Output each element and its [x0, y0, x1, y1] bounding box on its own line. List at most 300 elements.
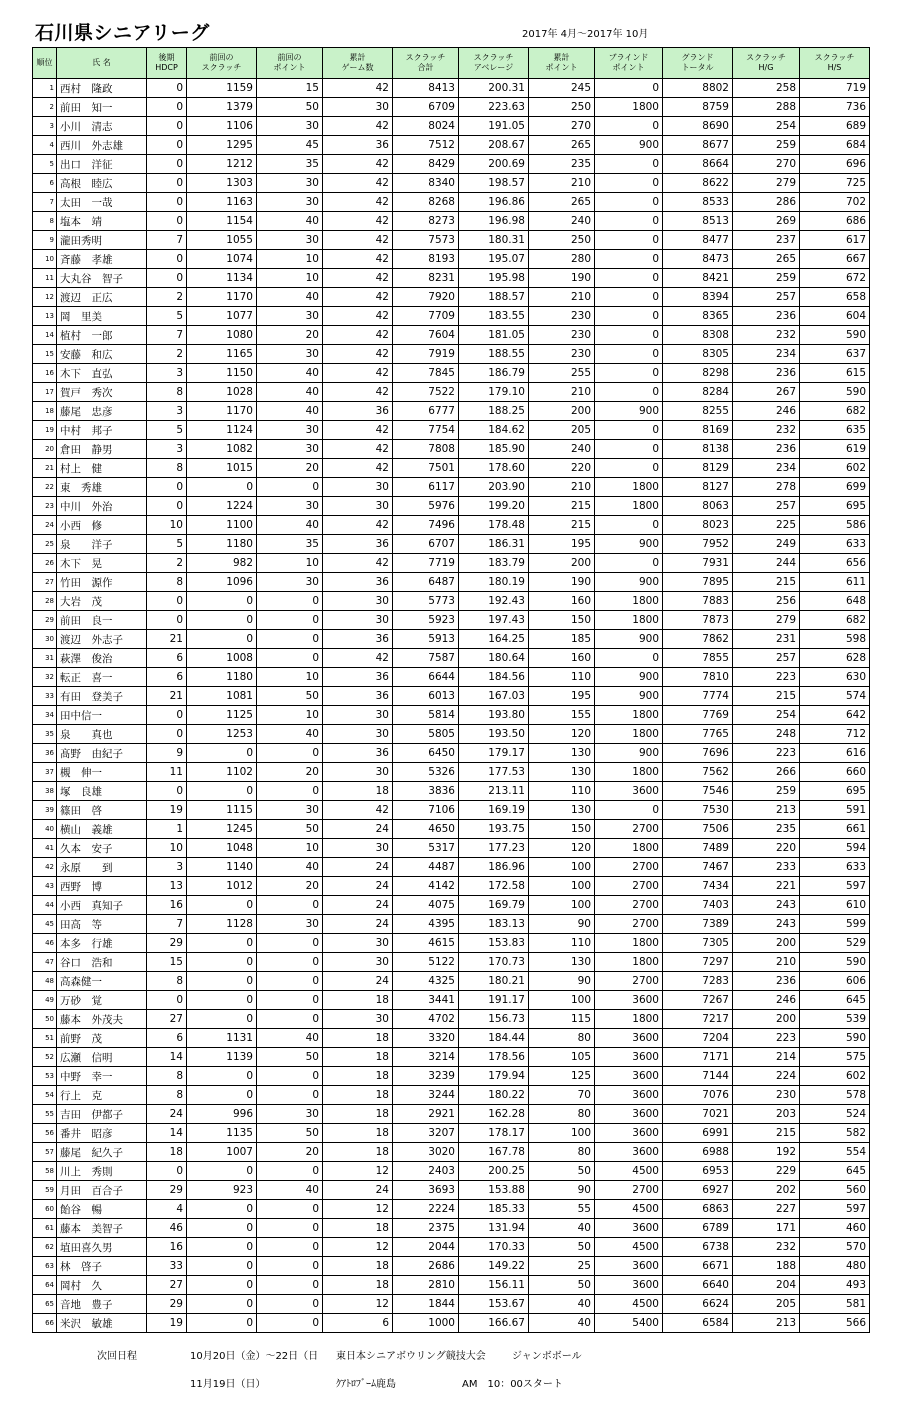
cell-name: 泉 真也 — [57, 725, 147, 744]
cell-total-points: 55 — [529, 1200, 595, 1219]
cell-prev-scratch: 0 — [187, 991, 257, 1010]
cell-prev-scratch: 1180 — [187, 535, 257, 554]
cell-grand-total: 8169 — [663, 421, 733, 440]
cell-grand-total: 8138 — [663, 440, 733, 459]
cell-blind-points: 2700 — [595, 972, 663, 991]
cell-rank: 29 — [33, 611, 57, 630]
cell-scratch-average: 178.56 — [459, 1048, 529, 1067]
cell-games: 42 — [323, 269, 393, 288]
cell-games: 42 — [323, 326, 393, 345]
cell-prev-scratch: 1163 — [187, 193, 257, 212]
cell-hdcp: 8 — [147, 1086, 187, 1105]
cell-hdcp: 21 — [147, 630, 187, 649]
table-row — [33, 421, 870, 440]
cell-grand-total: 7267 — [663, 991, 733, 1010]
cell-prev-scratch: 0 — [187, 1314, 257, 1333]
cell-name: 藤本 美智子 — [57, 1219, 147, 1238]
cell-grand-total: 7305 — [663, 934, 733, 953]
cell-rank: 21 — [33, 459, 57, 478]
cell-high-series: 590 — [800, 326, 870, 345]
cell-hdcp: 8 — [147, 1067, 187, 1086]
cell-high-game: 256 — [733, 592, 800, 611]
cell-total-points: 210 — [529, 383, 595, 402]
cell-hdcp: 16 — [147, 1238, 187, 1257]
cell-grand-total: 7855 — [663, 649, 733, 668]
table-row — [33, 79, 870, 98]
cell-scratch-average: 178.60 — [459, 459, 529, 478]
cell-prev-scratch: 0 — [187, 1276, 257, 1295]
cell-rank: 44 — [33, 896, 57, 915]
cell-rank: 61 — [33, 1219, 57, 1238]
cell-grand-total: 8802 — [663, 79, 733, 98]
cell-prev-points: 35 — [257, 535, 323, 554]
cell-prev-points: 50 — [257, 1048, 323, 1067]
cell-scratch-total: 4487 — [393, 858, 459, 877]
cell-high-series: 590 — [800, 1029, 870, 1048]
cell-blind-points: 0 — [595, 155, 663, 174]
cell-prev-scratch: 0 — [187, 782, 257, 801]
cell-prev-scratch: 0 — [187, 478, 257, 497]
cell-scratch-average: 188.55 — [459, 345, 529, 364]
cell-scratch-average: 192.43 — [459, 592, 529, 611]
cell-games: 36 — [323, 687, 393, 706]
cell-games: 18 — [323, 1067, 393, 1086]
cell-blind-points: 3600 — [595, 1219, 663, 1238]
cell-rank: 62 — [33, 1238, 57, 1257]
cell-scratch-average: 200.31 — [459, 79, 529, 98]
cell-name: 大丸谷 智子 — [57, 269, 147, 288]
cell-high-game: 236 — [733, 307, 800, 326]
cell-grand-total: 7774 — [663, 687, 733, 706]
cell-grand-total: 8298 — [663, 364, 733, 383]
cell-prev-scratch: 1008 — [187, 649, 257, 668]
cell-prev-points: 0 — [257, 1067, 323, 1086]
cell-prev-points: 0 — [257, 1314, 323, 1333]
cell-name: 吉田 伊都子 — [57, 1105, 147, 1124]
cell-rank: 63 — [33, 1257, 57, 1276]
cell-games: 18 — [323, 1029, 393, 1048]
cell-grand-total: 6953 — [663, 1162, 733, 1181]
cell-hdcp: 3 — [147, 402, 187, 421]
cell-scratch-average: 169.79 — [459, 896, 529, 915]
cell-total-points: 110 — [529, 782, 595, 801]
cell-scratch-average: 183.13 — [459, 915, 529, 934]
cell-total-points: 150 — [529, 611, 595, 630]
cell-high-game: 246 — [733, 991, 800, 1010]
cell-total-points: 195 — [529, 687, 595, 706]
cell-rank: 26 — [33, 554, 57, 573]
cell-rank: 4 — [33, 136, 57, 155]
table-row — [33, 155, 870, 174]
cell-name: 大岩 茂 — [57, 592, 147, 611]
cell-prev-scratch: 1081 — [187, 687, 257, 706]
cell-blind-points: 0 — [595, 516, 663, 535]
cell-rank: 38 — [33, 782, 57, 801]
cell-rank: 17 — [33, 383, 57, 402]
cell-hdcp: 0 — [147, 98, 187, 117]
cell-prev-points: 0 — [257, 630, 323, 649]
cell-grand-total: 8622 — [663, 174, 733, 193]
cell-high-game: 230 — [733, 1086, 800, 1105]
cell-hdcp: 10 — [147, 516, 187, 535]
table-row — [33, 1086, 870, 1105]
cell-scratch-total: 6487 — [393, 573, 459, 592]
cell-name: 田高 等 — [57, 915, 147, 934]
table-row — [33, 630, 870, 649]
cell-name: 藤尾 紀久子 — [57, 1143, 147, 1162]
cell-games: 42 — [323, 364, 393, 383]
cell-high-game: 243 — [733, 915, 800, 934]
cell-name: 本多 行雄 — [57, 934, 147, 953]
cell-high-series: 597 — [800, 1200, 870, 1219]
table-row — [33, 573, 870, 592]
cell-high-series: 460 — [800, 1219, 870, 1238]
table-row — [33, 459, 870, 478]
cell-high-game: 243 — [733, 896, 800, 915]
cell-prev-scratch: 1224 — [187, 497, 257, 516]
cell-blind-points: 0 — [595, 459, 663, 478]
cell-high-game: 246 — [733, 402, 800, 421]
cell-total-points: 210 — [529, 478, 595, 497]
cell-scratch-average: 179.17 — [459, 744, 529, 763]
cell-grand-total: 7467 — [663, 858, 733, 877]
cell-grand-total: 8421 — [663, 269, 733, 288]
cell-blind-points: 0 — [595, 649, 663, 668]
cell-scratch-average: 153.83 — [459, 934, 529, 953]
cell-blind-points: 1800 — [595, 839, 663, 858]
cell-grand-total: 7283 — [663, 972, 733, 991]
cell-scratch-total: 2044 — [393, 1238, 459, 1257]
cell-scratch-total: 8413 — [393, 79, 459, 98]
cell-prev-scratch: 1124 — [187, 421, 257, 440]
table-row — [33, 174, 870, 193]
cell-prev-scratch: 0 — [187, 934, 257, 953]
cell-rank: 5 — [33, 155, 57, 174]
cell-hdcp: 0 — [147, 478, 187, 497]
cell-name: 小西 修 — [57, 516, 147, 535]
cell-name: 音地 豊子 — [57, 1295, 147, 1314]
cell-grand-total: 6624 — [663, 1295, 733, 1314]
cell-games: 42 — [323, 516, 393, 535]
cell-scratch-average: 180.22 — [459, 1086, 529, 1105]
cell-high-series: 725 — [800, 174, 870, 193]
cell-prev-points: 35 — [257, 155, 323, 174]
cell-prev-points: 20 — [257, 326, 323, 345]
cell-name: 西野 博 — [57, 877, 147, 896]
cell-hdcp: 29 — [147, 1295, 187, 1314]
table-row — [33, 953, 870, 972]
cell-scratch-average: 198.57 — [459, 174, 529, 193]
cell-games: 36 — [323, 744, 393, 763]
cell-blind-points: 900 — [595, 535, 663, 554]
cell-scratch-total: 8024 — [393, 117, 459, 136]
cell-scratch-total: 3020 — [393, 1143, 459, 1162]
cell-prev-scratch: 1150 — [187, 364, 257, 383]
cell-hdcp: 0 — [147, 117, 187, 136]
table-row — [33, 98, 870, 117]
header-prev-points: 前回の ポイント — [257, 48, 323, 79]
cell-name: 万砂 覚 — [57, 991, 147, 1010]
cell-high-game: 188 — [733, 1257, 800, 1276]
cell-prev-points: 0 — [257, 896, 323, 915]
cell-total-points: 150 — [529, 820, 595, 839]
cell-hdcp: 0 — [147, 725, 187, 744]
cell-games: 42 — [323, 383, 393, 402]
cell-scratch-total: 6709 — [393, 98, 459, 117]
cell-rank: 10 — [33, 250, 57, 269]
cell-high-game: 232 — [733, 421, 800, 440]
cell-high-game: 227 — [733, 1200, 800, 1219]
cell-prev-points: 40 — [257, 1029, 323, 1048]
cell-rank: 41 — [33, 839, 57, 858]
cell-rank: 43 — [33, 877, 57, 896]
cell-games: 42 — [323, 117, 393, 136]
cell-rank: 57 — [33, 1143, 57, 1162]
cell-games: 18 — [323, 1276, 393, 1295]
cell-games: 24 — [323, 1181, 393, 1200]
cell-total-points: 230 — [529, 345, 595, 364]
cell-high-series: 628 — [800, 649, 870, 668]
cell-high-game: 257 — [733, 288, 800, 307]
cell-scratch-average: 177.23 — [459, 839, 529, 858]
table-row — [33, 649, 870, 668]
cell-high-series: 602 — [800, 459, 870, 478]
cell-prev-points: 10 — [257, 269, 323, 288]
cell-blind-points: 4500 — [595, 1200, 663, 1219]
cell-games: 18 — [323, 1219, 393, 1238]
cell-high-game: 244 — [733, 554, 800, 573]
cell-rank: 34 — [33, 706, 57, 725]
cell-name: 前野 茂 — [57, 1029, 147, 1048]
cell-name: 有田 登美子 — [57, 687, 147, 706]
cell-scratch-average: 156.11 — [459, 1276, 529, 1295]
cell-hdcp: 0 — [147, 193, 187, 212]
cell-total-points: 245 — [529, 79, 595, 98]
cell-grand-total: 6738 — [663, 1238, 733, 1257]
cell-total-points: 50 — [529, 1238, 595, 1257]
cell-total-points: 160 — [529, 592, 595, 611]
cell-scratch-total: 5923 — [393, 611, 459, 630]
cell-rank: 49 — [33, 991, 57, 1010]
table-row — [33, 1181, 870, 1200]
cell-total-points: 155 — [529, 706, 595, 725]
cell-grand-total: 7297 — [663, 953, 733, 972]
cell-name: 行上 克 — [57, 1086, 147, 1105]
cell-games: 42 — [323, 801, 393, 820]
cell-games: 42 — [323, 554, 393, 573]
cell-blind-points: 1800 — [595, 478, 663, 497]
cell-scratch-total: 4395 — [393, 915, 459, 934]
cell-grand-total: 8284 — [663, 383, 733, 402]
cell-high-series: 630 — [800, 668, 870, 687]
cell-name: 髙野 由紀子 — [57, 744, 147, 763]
cell-prev-scratch: 1082 — [187, 440, 257, 459]
cell-high-series: 493 — [800, 1276, 870, 1295]
cell-high-series: 696 — [800, 155, 870, 174]
cell-high-series: 658 — [800, 288, 870, 307]
page-title: 石川県シニアリーグ — [35, 22, 210, 44]
cell-games: 42 — [323, 155, 393, 174]
table-row — [33, 383, 870, 402]
cell-prev-points: 10 — [257, 668, 323, 687]
cell-scratch-total: 2921 — [393, 1105, 459, 1124]
cell-high-game: 200 — [733, 934, 800, 953]
table-row — [33, 307, 870, 326]
cell-blind-points: 900 — [595, 744, 663, 763]
cell-games: 30 — [323, 763, 393, 782]
cell-prev-points: 40 — [257, 383, 323, 402]
cell-blind-points: 1800 — [595, 592, 663, 611]
cell-name: 植村 一郎 — [57, 326, 147, 345]
next-schedule-date-1: 10月20日（金）～22日（日 — [190, 1351, 319, 1362]
cell-total-points: 130 — [529, 744, 595, 763]
cell-prev-scratch: 1048 — [187, 839, 257, 858]
cell-blind-points: 1800 — [595, 763, 663, 782]
cell-grand-total: 7765 — [663, 725, 733, 744]
cell-scratch-average: 153.67 — [459, 1295, 529, 1314]
cell-prev-scratch: 1379 — [187, 98, 257, 117]
cell-scratch-average: 196.98 — [459, 212, 529, 231]
table-row — [33, 1238, 870, 1257]
cell-grand-total: 7810 — [663, 668, 733, 687]
cell-prev-scratch: 1115 — [187, 801, 257, 820]
cell-scratch-average: 164.25 — [459, 630, 529, 649]
cell-high-series: 645 — [800, 1162, 870, 1181]
cell-high-game: 237 — [733, 231, 800, 250]
cell-games: 42 — [323, 193, 393, 212]
table-row — [33, 915, 870, 934]
cell-grand-total: 6927 — [663, 1181, 733, 1200]
cell-scratch-total: 8193 — [393, 250, 459, 269]
header-total-points: 累計 ポイント — [529, 48, 595, 79]
cell-games: 30 — [323, 725, 393, 744]
cell-rank: 60 — [33, 1200, 57, 1219]
cell-rank: 23 — [33, 497, 57, 516]
cell-scratch-average: 178.17 — [459, 1124, 529, 1143]
table-row — [33, 1010, 870, 1029]
cell-rank: 30 — [33, 630, 57, 649]
cell-games: 24 — [323, 915, 393, 934]
table-row — [33, 250, 870, 269]
cell-rank: 65 — [33, 1295, 57, 1314]
cell-name: 木下 晃 — [57, 554, 147, 573]
cell-blind-points: 4500 — [595, 1238, 663, 1257]
cell-games: 30 — [323, 592, 393, 611]
cell-total-points: 230 — [529, 326, 595, 345]
cell-prev-scratch: 0 — [187, 1295, 257, 1314]
cell-scratch-average: 183.79 — [459, 554, 529, 573]
cell-grand-total: 6988 — [663, 1143, 733, 1162]
cell-hdcp: 0 — [147, 592, 187, 611]
cell-blind-points: 1800 — [595, 98, 663, 117]
cell-grand-total: 7144 — [663, 1067, 733, 1086]
cell-high-series: 736 — [800, 98, 870, 117]
cell-prev-scratch: 1102 — [187, 763, 257, 782]
cell-scratch-total: 4702 — [393, 1010, 459, 1029]
cell-games: 18 — [323, 991, 393, 1010]
cell-blind-points: 2700 — [595, 915, 663, 934]
cell-prev-scratch: 0 — [187, 744, 257, 763]
cell-blind-points: 1800 — [595, 611, 663, 630]
cell-hdcp: 7 — [147, 231, 187, 250]
cell-prev-points: 50 — [257, 98, 323, 117]
cell-games: 12 — [323, 1238, 393, 1257]
cell-scratch-total: 7522 — [393, 383, 459, 402]
table-row — [33, 706, 870, 725]
table-row — [33, 1067, 870, 1086]
cell-name: 木下 直弘 — [57, 364, 147, 383]
cell-games: 6 — [323, 1314, 393, 1333]
cell-scratch-average: 200.25 — [459, 1162, 529, 1181]
cell-rank: 16 — [33, 364, 57, 383]
cell-hdcp: 3 — [147, 440, 187, 459]
cell-total-points: 70 — [529, 1086, 595, 1105]
cell-high-series: 590 — [800, 383, 870, 402]
cell-scratch-total: 3239 — [393, 1067, 459, 1086]
cell-name: 横山 義雄 — [57, 820, 147, 839]
cell-prev-points: 40 — [257, 364, 323, 383]
standings-table — [32, 47, 870, 1333]
cell-name: 西村 隆政 — [57, 79, 147, 98]
cell-prev-scratch: 0 — [187, 592, 257, 611]
cell-blind-points: 0 — [595, 193, 663, 212]
cell-scratch-total: 7512 — [393, 136, 459, 155]
cell-name: 斉藤 孝雄 — [57, 250, 147, 269]
cell-games: 42 — [323, 212, 393, 231]
cell-high-series: 599 — [800, 915, 870, 934]
cell-hdcp: 2 — [147, 288, 187, 307]
cell-prev-scratch: 0 — [187, 896, 257, 915]
table-row — [33, 782, 870, 801]
cell-scratch-total: 2810 — [393, 1276, 459, 1295]
header-scratch-average: スクラッチ アベレージ — [459, 48, 529, 79]
cell-prev-points: 30 — [257, 497, 323, 516]
cell-high-game: 254 — [733, 706, 800, 725]
cell-total-points: 210 — [529, 288, 595, 307]
cell-total-points: 250 — [529, 231, 595, 250]
cell-prev-scratch: 0 — [187, 1219, 257, 1238]
cell-prev-points: 30 — [257, 1105, 323, 1124]
cell-prev-scratch: 1015 — [187, 459, 257, 478]
cell-hdcp: 33 — [147, 1257, 187, 1276]
cell-total-points: 80 — [529, 1143, 595, 1162]
cell-high-game: 257 — [733, 497, 800, 516]
cell-hdcp: 18 — [147, 1143, 187, 1162]
cell-prev-points: 30 — [257, 421, 323, 440]
cell-total-points: 100 — [529, 991, 595, 1010]
cell-high-series: 554 — [800, 1143, 870, 1162]
cell-prev-scratch: 1253 — [187, 725, 257, 744]
cell-scratch-average: 200.69 — [459, 155, 529, 174]
cell-hdcp: 19 — [147, 801, 187, 820]
cell-scratch-average: 162.28 — [459, 1105, 529, 1124]
cell-scratch-average: 213.11 — [459, 782, 529, 801]
cell-hdcp: 0 — [147, 1162, 187, 1181]
cell-high-series: 702 — [800, 193, 870, 212]
cell-high-game: 234 — [733, 459, 800, 478]
cell-name: 渡辺 正広 — [57, 288, 147, 307]
cell-games: 30 — [323, 98, 393, 117]
table-row — [33, 839, 870, 858]
cell-high-series: 661 — [800, 820, 870, 839]
header-grand-total: グランド トータル — [663, 48, 733, 79]
cell-scratch-average: 199.20 — [459, 497, 529, 516]
cell-grand-total: 8473 — [663, 250, 733, 269]
cell-games: 36 — [323, 668, 393, 687]
cell-scratch-average: 172.58 — [459, 877, 529, 896]
cell-rank: 13 — [33, 307, 57, 326]
cell-blind-points: 2700 — [595, 820, 663, 839]
